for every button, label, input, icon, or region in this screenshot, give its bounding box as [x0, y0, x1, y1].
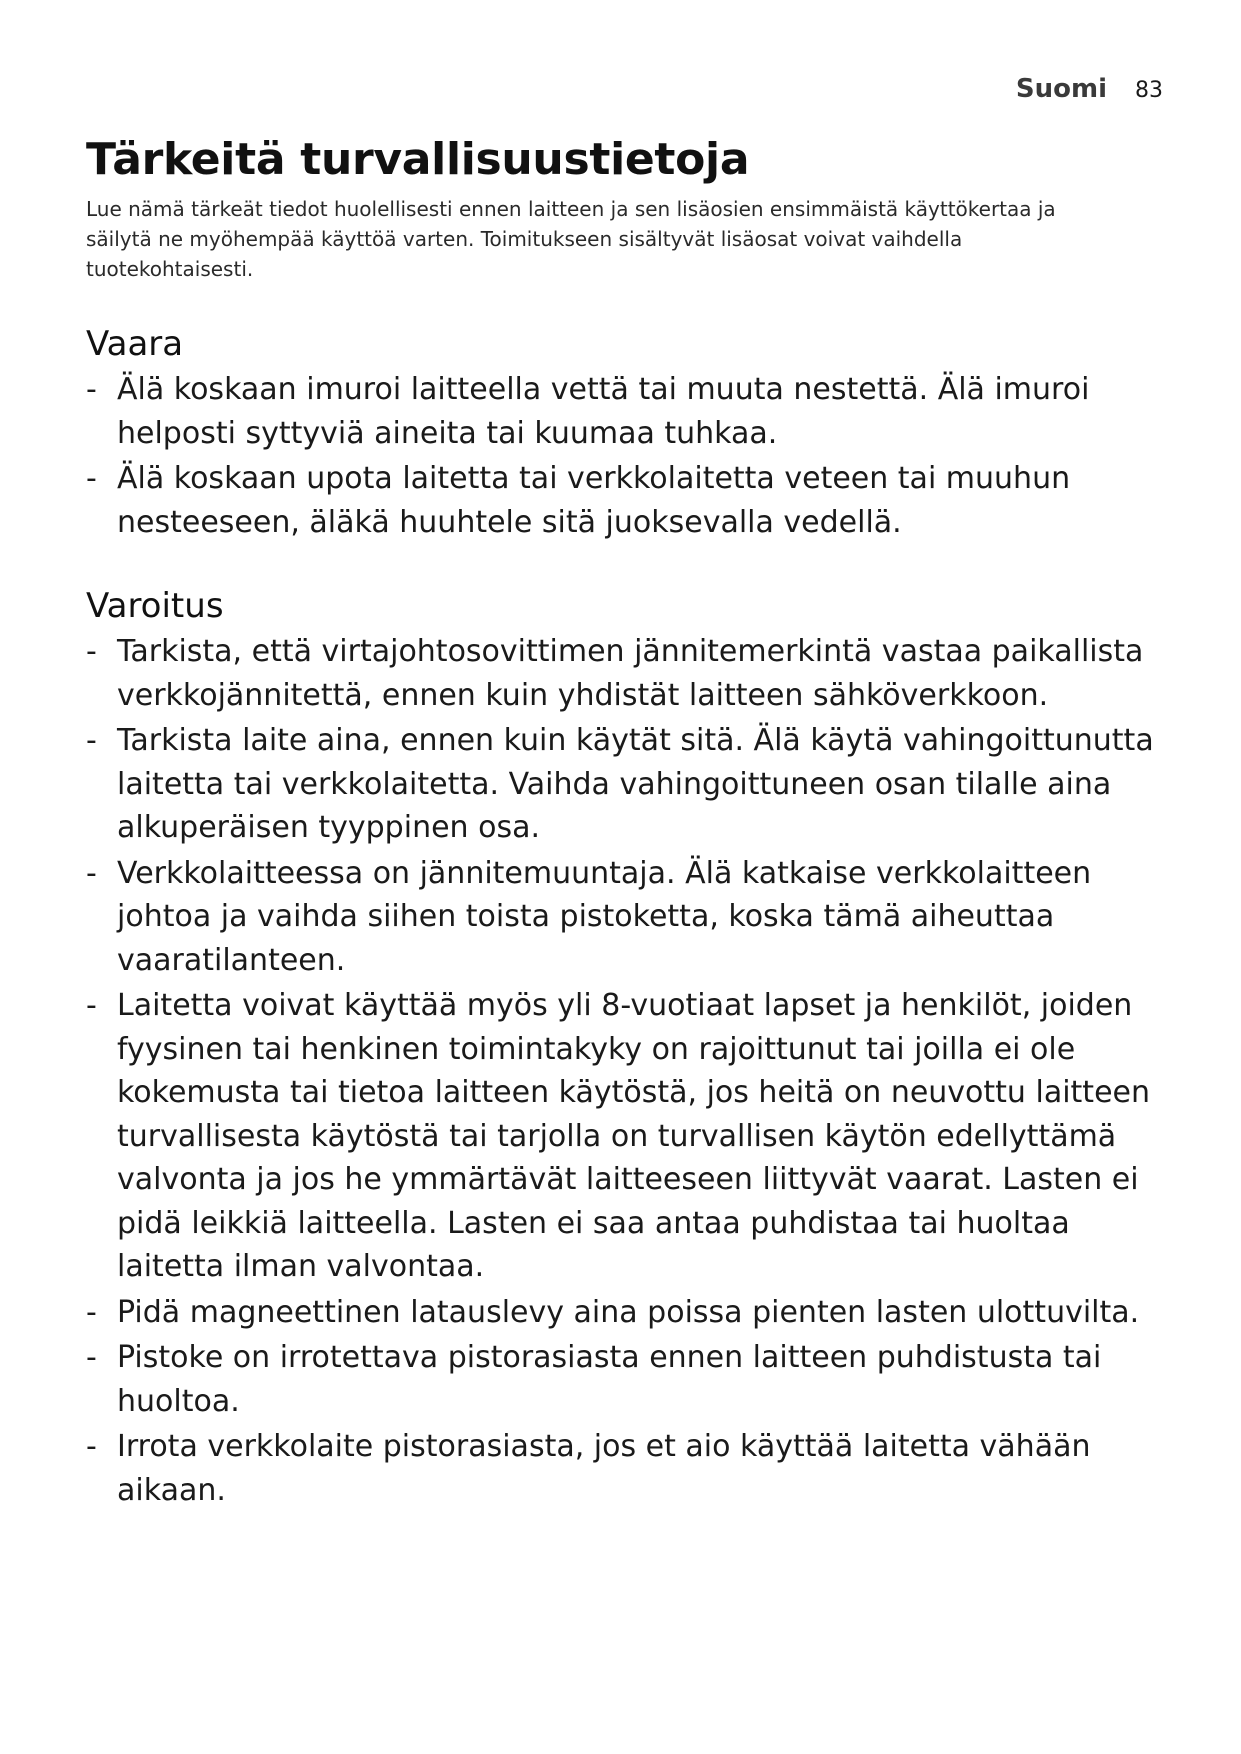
list-item	[86, 1336, 1166, 1423]
list-item-text: Verkkolaitteessa on jännitemuuntaja. Älä katkaise verkkolaitteen johtoa ja vaihda siihen toista pistoketta, koska tämä aiheuttaa vaaratilanteen.	[117, 855, 1092, 978]
list-item-text: Tarkista laite aina, ennen kuin käytät sitä. Älä käytä vahingoittunutta laitetta tai verkkolaitetta. Vaihda vahingoittuneen osan tilalle aina alkuperäisen tyyppinen osa.	[117, 723, 1154, 845]
list-item-text: Älä koskaan upota laitetta tai verkkolaitetta veteen tai muuhun nesteeseen, äläkä huuhtele sitä juoksevalla vedellä.	[117, 461, 1071, 540]
bullet-dash: -	[86, 855, 97, 891]
list-item-text: Älä koskaan imuroi laitteella vettä tai muuta nestettä. Älä imuroi helposti syttyviä aineita tai kuumaa tuhkaa.	[117, 372, 1090, 451]
bullet-dash: -	[86, 461, 97, 496]
bullet-dash: -	[86, 372, 97, 407]
bullet-dash: -	[86, 1429, 97, 1464]
document-content	[86, 134, 1166, 1514]
list-item-text: Tarkista, että virtajohtosovittimen jännitemerkintä vastaa paikallista verkkojännitettä, ennen kuin yhdistät laitteen sähköverkkoon.	[117, 634, 1144, 713]
bullet-dash: -	[86, 1294, 97, 1330]
list-item	[86, 457, 1166, 544]
bullet-dash: -	[86, 723, 97, 758]
list-item	[86, 719, 1166, 850]
warning-list	[86, 630, 1166, 1512]
intro-paragraph: Lue nämä tärkeät tiedot huolellisesti ennen laitteen ja sen lisäosien ensimmäistä käyttökertaa ja säilytä ne myöhempää käyttöä varten. Toimitukseen sisältyvät lisäosat voivat vaihdella tuotekohtaisesti.	[86, 197, 1056, 281]
language-label: Suomi	[1015, 74, 1107, 104]
page-number: 83	[1135, 78, 1163, 103]
page-title: Tärkeitä turvallisuustietoja	[86, 134, 750, 185]
bullet-dash: -	[86, 1340, 97, 1375]
bullet-dash: -	[86, 634, 97, 669]
list-item-text: Pidä magneettinen latauslevy aina poissa pienten lasten ulottuvilta.	[117, 1294, 1140, 1330]
list-item	[86, 368, 1166, 455]
list-item	[86, 984, 1166, 1289]
section-heading-warning: Varoitus	[86, 586, 224, 626]
list-item	[86, 852, 1166, 983]
list-item-text: Pistoke on irrotettava pistorasiasta ennen laitteen puhdistusta tai huoltoa.	[117, 1340, 1102, 1419]
list-item	[86, 1291, 1166, 1335]
section-warning	[86, 584, 1166, 1512]
section-danger	[86, 322, 1166, 544]
page-header	[1016, 74, 1163, 104]
danger-list	[86, 368, 1166, 544]
section-heading-danger: Vaara	[86, 324, 184, 364]
list-item-text: Laitetta voivat käyttää myös yli 8-vuotiaat lapset ja henkilöt, joiden fyysinen tai henkinen toimintakyky on rajoittunut tai joilla ei ole kokemusta tai tietoa laitteen käytöstä, jos heitä on neuvottu laitteen turvallisesta käytöstä tai tarjolla on turvallisen käytön edellyttämä valvonta ja jos he ymmärtävät laitteeseen liittyvät vaarat. Lasten ei pidä leikkiä laitteella. Lasten ei saa antaa puhdistaa tai huoltaa laitetta ilman valvontaa.	[117, 988, 1150, 1284]
list-item-text: Irrota verkkolaite pistorasiasta, jos et aio käyttää laitetta vähään aikaan.	[117, 1429, 1091, 1508]
list-item	[86, 1425, 1166, 1512]
list-item	[86, 630, 1166, 717]
bullet-dash: -	[86, 988, 97, 1023]
